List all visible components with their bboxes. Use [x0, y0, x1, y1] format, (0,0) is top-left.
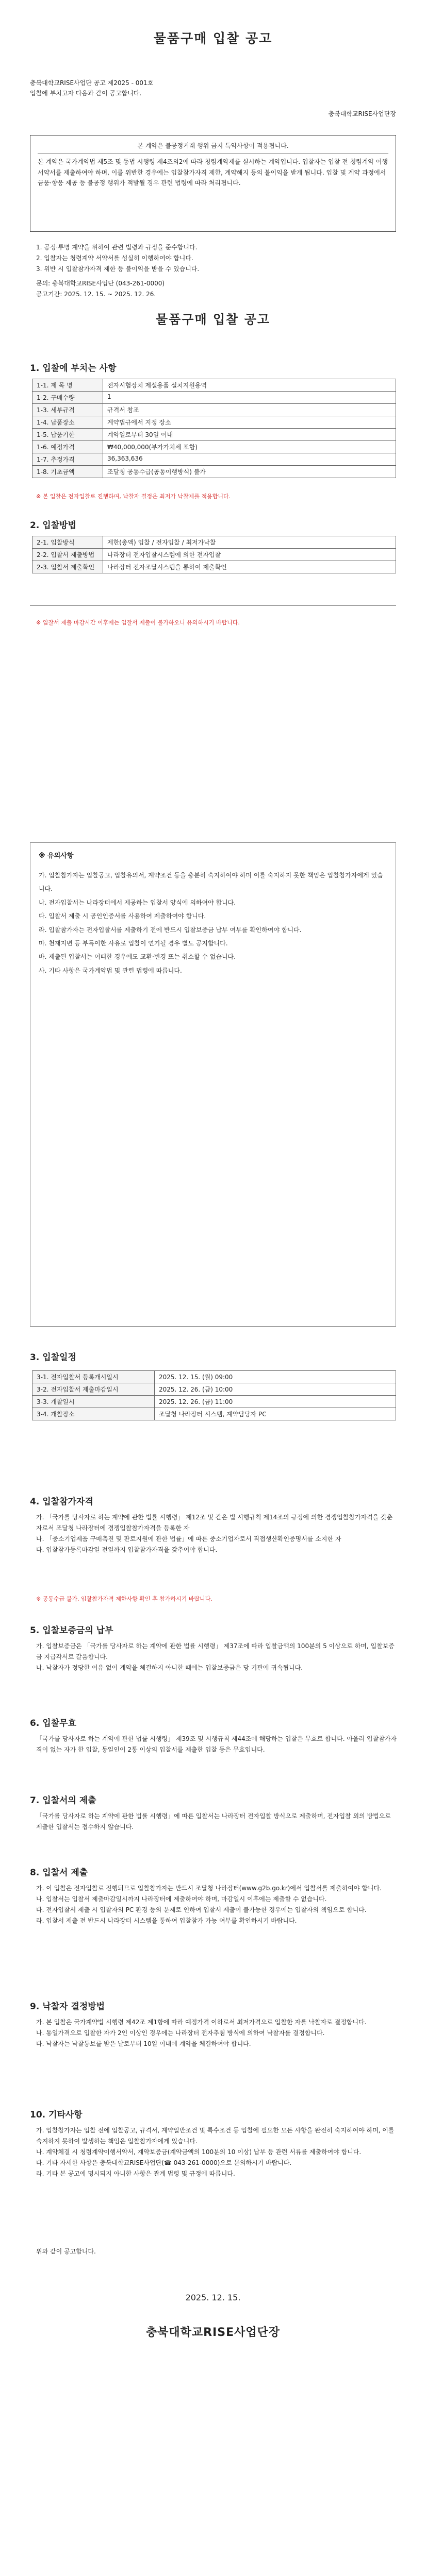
point-1: 1. 공정·투명 계약을 위하여 관련 법령과 규정을 준수합니다.: [36, 244, 198, 251]
table-row: [32, 404, 396, 416]
table-value: 2025. 12. 26. (금) 11:00: [155, 1396, 396, 1408]
contact-tel: 문의: 충북대학교RISE사업단 (043-261-0000): [36, 280, 165, 287]
section-8-body: [36, 1883, 397, 1926]
s5-line: 나. 낙찰자가 정당한 이유 없이 계약을 체결하지 아니한 때에는 입찰보증금은 당 기관에 귀속됩니다.: [36, 1664, 303, 1671]
table-key: 1-7. 추정가격: [32, 453, 103, 466]
table-value: 2025. 12. 26. (금) 10:00: [155, 1383, 396, 1396]
table-value: 2025. 12. 15. (월) 09:00: [155, 1371, 396, 1383]
section-4-body: [36, 1512, 397, 1555]
caution-line: 라. 입찰참가자는 전자입찰서를 제출하기 전에 반드시 입찰보증금 납부 여부를 확인하여야 합니다.: [39, 926, 302, 934]
table-value: 나라장터 전자입찰시스템에 의한 전자입찰: [103, 549, 396, 561]
section-5-body: [36, 1641, 397, 1673]
table-key: 3-3. 개찰일시: [32, 1396, 155, 1408]
section-3-heading: 3. 입찰일정: [30, 1352, 76, 1363]
table-value: 36,363,636: [103, 453, 396, 466]
table-row: [32, 549, 396, 561]
s10-line: 가. 입찰참가자는 입찰 전에 입찰공고, 규격서, 계약일반조건 및 특수조건 등 입찰에 필요한 모든 사항을 완전히 숙지하여야 하며, 이를 숙지하지 못하여 발생하는 책임은 입찰참가자에게 있습니다.: [36, 2127, 395, 2145]
section-7-body: [36, 1811, 397, 1833]
section-2-heading: 2. 입찰방법: [30, 520, 76, 531]
caution-title: ※ 유의사항: [39, 852, 74, 860]
caution-list: [39, 869, 387, 977]
s10-line: 라. 기타 본 공고에 명시되지 아니한 사항은 관계 법령 및 규정에 따릅니다.: [36, 2170, 235, 2177]
s8-line: 가. 이 입찰은 전자입찰로 진행되므로 입찰참가자는 반드시 조달청 나라장터(www.g2b.go.kr)에서 입찰서를 제출하여야 합니다.: [36, 1885, 382, 1892]
table-key: 1-8. 기초금액: [32, 466, 103, 478]
table-value: 전자시험장치 제설용품 설치지원용역: [103, 379, 396, 392]
table-row: [32, 1408, 396, 1420]
table-value: 나라장터 전자조달시스템을 통하여 제출확인: [103, 561, 396, 573]
table1-note: ※ 본 입찰은 전자입찰로 진행하며, 낙찰자 결정은 최저가 낙찰제를 적용합니다.: [36, 493, 231, 500]
table-row: [32, 416, 396, 429]
table-value: 계약법규에서 지정 장소: [103, 416, 396, 429]
table-row: [32, 536, 396, 549]
table-value: ₩40,000,000(부가가치세 포함): [103, 441, 396, 453]
section-1-heading: 1. 입찰에 부치는 사항: [30, 363, 117, 374]
table-row: [32, 1371, 396, 1383]
table-value: 조달청 공동수급(공동이행방식) 불가: [103, 466, 396, 478]
s7-line: 「국가를 당사자로 하는 계약에 관한 법률 시행령」에 따른 입찰서는 나라장터 전자입찰 방식으로 제출하며, 전자입찰 외의 방법으로 제출한 입찰서는 접수하지 않습니다.: [36, 1812, 391, 1831]
notice-number: 충북대학교RISE사업단 공고 제2025 - 001호: [30, 79, 154, 87]
table-key: 3-1. 전자입찰서 등록개시일시: [32, 1371, 155, 1383]
table-row: [32, 379, 396, 392]
integrity-notice-title: 본 계약은 불공정거래 행위 금지 특약사항이 적용됩니다.: [38, 141, 388, 154]
intro-text: 입찰에 부치고자 다음과 같이 공고합니다.: [30, 90, 142, 97]
section-9-body: [36, 2017, 397, 2049]
section-7-heading: 7. 입찰서의 제출: [30, 1795, 96, 1806]
points-list: [36, 242, 397, 275]
table-key: 3-4. 개찰장소: [32, 1408, 155, 1420]
s5-line: 가. 입찰보증금은 「국가를 당사자로 하는 계약에 관한 법률 시행령」 제37조에 따라 입찰금액의 100분의 5 이상으로 하며, 입찰보증금 지급각서로 갈음합니다.: [36, 1642, 395, 1660]
table-key: 1-5. 납품기한: [32, 429, 103, 441]
closing-text: 위와 같이 공고합니다.: [36, 2248, 96, 2255]
s4-line: 가. 「국가를 당사자로 하는 계약에 관한 법률 시행령」 제12조 및 같은 법 시행규칙 제14조의 규정에 의한 경쟁입찰참가자격을 갖춘 자로서 조달청 나라장터에 경쟁입찰참가자격을 등록한 자: [36, 1514, 393, 1532]
table-key: 1-3. 세부규격: [32, 404, 103, 416]
s4-line: 다. 입찰참가등록마감일 전일까지 입찰참가자격을 갖추어야 합니다.: [36, 1546, 218, 1553]
s10-line: 나. 계약체결 시 청렴계약이행서약서, 계약보증금(계약금액의 100분의 10 이상) 납부 등 관련 서류를 제출하여야 합니다.: [36, 2148, 362, 2156]
sub-title: 물품구매 입찰 공고: [155, 312, 271, 327]
section-9-heading: 9. 낙찰자 결정방법: [30, 2002, 105, 2012]
table-method: [32, 536, 396, 573]
contact-block: [36, 278, 397, 300]
table-row: [32, 466, 396, 478]
table2-note: ※ 입찰서 제출 마감시간 이후에는 입찰서 제출이 불가하오니 유의하시기 바랍니다.: [36, 619, 240, 626]
table-key: 1-4. 납품장소: [32, 416, 103, 429]
table-value: 제한(총액) 입찰 / 전자입찰 / 최저가낙찰: [103, 536, 396, 549]
point-2: 2. 입찰자는 청렴계약 서약서를 성실히 이행하여야 합니다.: [36, 255, 193, 262]
table-items: [32, 379, 396, 478]
table-row: [32, 429, 396, 441]
table-key: 3-2. 전자입찰서 제출마감일시: [32, 1383, 155, 1396]
contact-period: 공고기간: 2025. 12. 15. ~ 2025. 12. 26.: [36, 291, 156, 298]
table-row: [32, 561, 396, 573]
s10-line: 다. 기타 자세한 사항은 충북대학교RISE사업단(☎ 043-261-0000)으로 문의하시기 바랍니다.: [36, 2159, 292, 2166]
integrity-notice-body: 본 계약은 국가계약법 제5조 및 동법 시행령 제4조의2에 따라 청렴계약제를 실시하는 계약입니다. 입찰자는 입찰 전 청렴계약 이행서약서를 제출하여야 하며, 이를 위반한 경우에는 입찰참가자격 제한, 계약해지 등의 불이익을 받게 됩니다. 입찰 및 계약 과정에서 금품·향응 제공 등 불공정 행위가 적발될 경우 관련 법령에 따라 처리됩니다.: [38, 158, 388, 187]
s8-line: 라. 입찰서 제출 전 반드시 나라장터 시스템을 통하여 입찰참가 가능 여부를 확인하시기 바랍니다.: [36, 1917, 297, 1924]
table-value: 1: [103, 392, 396, 404]
section-5-heading: 5. 입찰보증금의 납부: [30, 1625, 113, 1636]
table-key: 2-2. 입찰서 제출방법: [32, 549, 103, 561]
s8-line: 나. 입찰서는 입찰서 제출마감일시까지 나라장터에 제출하여야 하며, 마감일시 이후에는 제출할 수 없습니다.: [36, 1895, 327, 1903]
caution-box: [30, 842, 396, 1327]
table-key: 2-3. 입찰서 제출확인: [32, 561, 103, 573]
section-8-heading: 8. 입찰서 제출: [30, 1868, 88, 1878]
table-row: [32, 1383, 396, 1396]
table-row: [32, 392, 396, 404]
s4-line: 나. 「중소기업제품 구매촉진 및 판로지원에 관한 법률」에 따른 중소기업자로서 직접생산확인증명서를 소지한 자: [36, 1535, 341, 1543]
point-3: 3. 위반 시 입찰참가자격 제한 등 불이익을 받을 수 있습니다.: [36, 265, 200, 273]
section-4-note: ※ 공동수급 불가. 입찰참가자격 제한사항 확인 후 참가하시기 바랍니다.: [36, 1596, 212, 1602]
caution-line: 바. 제출된 입찰서는 어떠한 경우에도 교환·변경 또는 취소할 수 없습니다.: [39, 953, 236, 961]
table-key: 1-1. 제 목 명: [32, 379, 103, 392]
s6-line: 「국가를 당사자로 하는 계약에 관한 법률 시행령」 제39조 및 시행규칙 제44조에 해당하는 입찰은 무효로 합니다. 아울러 입찰참가자격이 없는 자가 한 입찰, 동일인이 2통 이상의 입찰서를 제출한 입찰 등은 무효입니다.: [36, 1735, 397, 1753]
table-value: 규격서 참조: [103, 404, 396, 416]
s8-line: 다. 전자입찰서 제출 시 입찰자의 PC 환경 등의 문제로 인하여 입찰서 제출이 불가능한 경우에는 입찰자의 책임으로 합니다.: [36, 1906, 367, 1913]
caution-line: 다. 입찰서 제출 시 공인인증서를 사용하여 제출하여야 합니다.: [39, 912, 206, 920]
caution-line: 사. 기타 사항은 국가계약법 및 관련 법령에 따릅니다.: [39, 967, 182, 974]
section-10-body: [36, 2125, 397, 2179]
table-row: [32, 453, 396, 466]
divider: [30, 605, 396, 606]
table-value: 조달청 나라장터 시스템, 계약담당자 PC: [155, 1408, 396, 1420]
issuer-line: 충북대학교RISE사업단장: [328, 110, 396, 117]
integrity-notice-box: [30, 135, 396, 232]
table-key: 1-6. 예정가격: [32, 441, 103, 453]
table-schedule: [32, 1370, 396, 1420]
caution-line: 마. 천재지변 등 부득이한 사유로 입찰이 연기될 경우 별도 공지합니다.: [39, 939, 228, 947]
section-6-heading: 6. 입찰무효: [30, 1718, 76, 1728]
caution-line: 가. 입찰참가자는 입찰공고, 입찰유의서, 계약조건 등을 충분히 숙지하여야 하며 이를 숙지하지 못한 책임은 입찰참가자에게 있습니다.: [39, 872, 383, 893]
footer-date: 2025. 12. 15.: [185, 2293, 241, 2302]
section-4-heading: 4. 입찰참가자격: [30, 1497, 93, 1507]
footer-org: 충북대학교RISE사업단장: [145, 2326, 281, 2339]
table-row: [32, 1396, 396, 1408]
table-key: 2-1. 입찰방식: [32, 536, 103, 549]
s9-line: 나. 동일가격으로 입찰한 자가 2인 이상인 경우에는 나라장터 전자추첨 방식에 의하여 낙찰자를 결정합니다.: [36, 2029, 325, 2037]
s9-line: 다. 낙찰자는 낙찰통보를 받은 날로부터 10일 이내에 계약을 체결하여야 합니다.: [36, 2040, 251, 2047]
caution-line: 나. 전자입찰서는 나라장터에서 제공하는 입찰서 양식에 의하여야 합니다.: [39, 899, 236, 906]
table-key: 1-2. 구매수량: [32, 392, 103, 404]
document-title: 물품구매 입찰 공고: [153, 31, 273, 46]
table-row: [32, 441, 396, 453]
section-6-body: [36, 1734, 397, 1755]
section-10-heading: 10. 기타사항: [30, 2110, 83, 2120]
table-value: 계약일로부터 30일 이내: [103, 429, 396, 441]
s9-line: 가. 본 입찰은 국가계약법 시행령 제42조 제1항에 따라 예정가격 이하로서 최저가격으로 입찰한 자를 낙찰자로 결정합니다.: [36, 2019, 367, 2026]
